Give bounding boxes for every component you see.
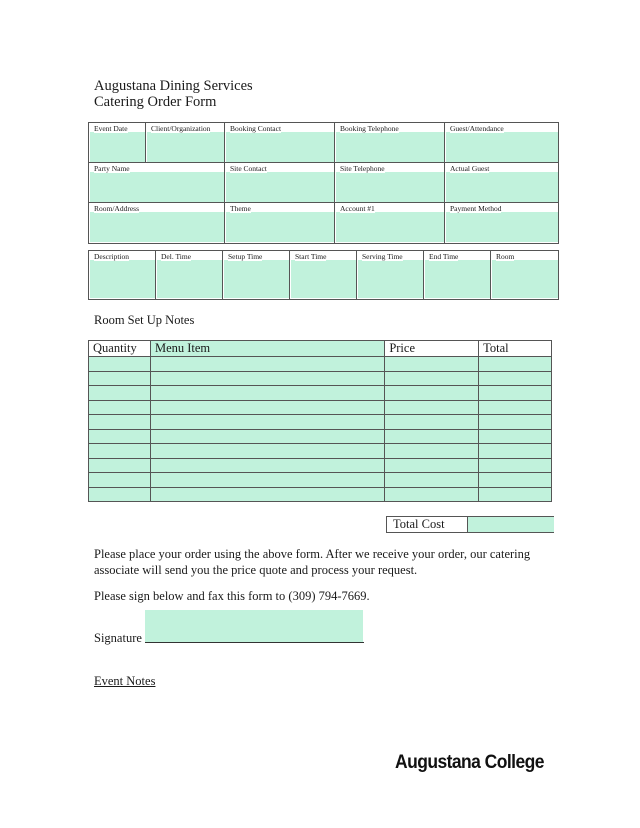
menu-item-field[interactable]: [150, 487, 384, 502]
info-grid: [88, 122, 559, 244]
menu-item-field[interactable]: [150, 429, 384, 444]
setup-time-label: Setup Time: [228, 252, 263, 261]
total-field[interactable]: [479, 458, 552, 473]
menu-table: [88, 340, 552, 502]
total-field[interactable]: [479, 400, 552, 415]
menu-item-field[interactable]: [150, 473, 384, 488]
fax-instructions: Please sign below and fax this form to (309) 794-7669.: [94, 589, 370, 603]
serving-time-cell: [356, 250, 424, 299]
menu-item-field[interactable]: [150, 400, 384, 415]
price-field[interactable]: [385, 473, 479, 488]
del-time-field[interactable]: [157, 260, 222, 298]
menu-item-field[interactable]: [150, 415, 384, 430]
total-field[interactable]: [479, 357, 552, 372]
room-field[interactable]: [492, 260, 558, 298]
menu-table-header: [89, 341, 552, 357]
menu-item-field[interactable]: [150, 371, 384, 386]
client-label: Client/Organization: [151, 124, 211, 133]
table-row: [89, 415, 552, 430]
augustana-logo: Augustana College: [395, 752, 544, 773]
site-telephone-cell: [334, 162, 445, 203]
quantity-field[interactable]: [89, 429, 151, 444]
table-row: [89, 400, 552, 415]
quantity-field[interactable]: [89, 415, 151, 430]
total-field[interactable]: [479, 444, 552, 459]
menu-item-field[interactable]: [150, 357, 384, 372]
menu-item-field[interactable]: [150, 458, 384, 473]
room-setup-notes-label: Room Set Up Notes: [94, 313, 195, 327]
schedule-grid: [88, 250, 559, 300]
quantity-header: Quantity: [89, 341, 151, 357]
price-field[interactable]: [385, 357, 479, 372]
site-telephone-field[interactable]: [336, 172, 444, 202]
account-cell: [334, 202, 445, 243]
theme-field[interactable]: [226, 212, 334, 242]
end-time-label: End Time: [429, 252, 459, 261]
table-row: [89, 386, 552, 401]
form-title: Catering Order Form: [94, 94, 217, 110]
serving-time-field[interactable]: [358, 260, 423, 298]
end-time-cell: [423, 250, 491, 299]
description-field[interactable]: [90, 260, 155, 298]
theme-label: Theme: [230, 204, 251, 213]
del-time-cell: [155, 250, 223, 299]
quantity-field[interactable]: [89, 386, 151, 401]
site-contact-field[interactable]: [226, 172, 334, 202]
account-field[interactable]: [336, 212, 444, 242]
booking-telephone-label: Booking Telephone: [340, 124, 399, 133]
room-address-cell: [88, 202, 225, 243]
site-telephone-label: Site Telephone: [340, 164, 385, 173]
event-date-cell: [88, 122, 146, 163]
table-row: [89, 473, 552, 488]
serving-time-label: Serving Time: [362, 252, 403, 261]
start-time-field[interactable]: [291, 260, 356, 298]
booking-telephone-field[interactable]: [336, 132, 444, 162]
theme-cell: [224, 202, 335, 243]
account-label: Account #1: [340, 204, 375, 213]
total-field[interactable]: [479, 386, 552, 401]
quantity-field[interactable]: [89, 400, 151, 415]
booking-telephone-cell: [334, 122, 445, 163]
quantity-field[interactable]: [89, 357, 151, 372]
total-field[interactable]: [479, 429, 552, 444]
price-field[interactable]: [385, 400, 479, 415]
payment-method-cell: [444, 202, 559, 243]
booking-contact-cell: [224, 122, 335, 163]
table-row: [89, 371, 552, 386]
price-field[interactable]: [385, 386, 479, 401]
signature-label: Signature: [94, 631, 142, 645]
guest-attendance-field[interactable]: [446, 132, 558, 162]
end-time-field[interactable]: [425, 260, 490, 298]
payment-method-label: Payment Method: [450, 204, 502, 213]
event-notes-label: Event Notes: [94, 674, 156, 688]
actual-guest-field[interactable]: [446, 172, 558, 202]
menu-item-field[interactable]: [150, 386, 384, 401]
form-org-title: Augustana Dining Services: [94, 78, 253, 94]
price-header: Price: [385, 341, 479, 357]
setup-time-cell: [222, 250, 290, 299]
room-cell: [490, 250, 559, 299]
table-row: [89, 458, 552, 473]
total-field[interactable]: [479, 487, 552, 502]
room-label: Room: [496, 252, 515, 261]
instructions-paragraph: Please place your order using the above form. After we receive your order, our catering associate will send you the price quote and process your request.: [94, 547, 531, 577]
price-field[interactable]: [385, 444, 479, 459]
price-field[interactable]: [385, 415, 479, 430]
client-field[interactable]: [147, 132, 224, 162]
price-field[interactable]: [385, 371, 479, 386]
table-row: [89, 357, 552, 372]
signature-field[interactable]: [145, 610, 363, 642]
table-row: [89, 487, 552, 502]
description-label: Description: [94, 252, 129, 261]
guest-attendance-cell: [444, 122, 559, 163]
quantity-field[interactable]: [89, 473, 151, 488]
booking-contact-field[interactable]: [226, 132, 334, 162]
room-address-field[interactable]: [90, 212, 224, 242]
table-row: [89, 444, 552, 459]
price-field[interactable]: [385, 487, 479, 502]
total-field[interactable]: [479, 371, 552, 386]
start-time-label: Start Time: [295, 252, 327, 261]
actual-guest-cell: [444, 162, 559, 203]
menu-item-header: Menu Item: [150, 341, 384, 357]
quantity-field[interactable]: [89, 371, 151, 386]
guest-attendance-label: Guest/Attendance: [450, 124, 504, 133]
site-contact-cell: [224, 162, 335, 203]
del-time-label: Del. Time: [161, 252, 192, 261]
actual-guest-label: Actual Guest: [450, 164, 490, 173]
payment-method-field[interactable]: [446, 212, 558, 242]
total-cost-box: [386, 516, 554, 533]
room-address-label: Room/Address: [94, 204, 139, 213]
price-field[interactable]: [385, 458, 479, 473]
event-date-field[interactable]: [90, 132, 145, 162]
quantity-field[interactable]: [89, 487, 151, 502]
total-field[interactable]: [479, 415, 552, 430]
total-cost-field[interactable]: [467, 517, 554, 532]
party-name-cell: [88, 162, 225, 203]
description-cell: [88, 250, 156, 299]
total-cost-label: Total Cost: [393, 517, 445, 531]
price-field[interactable]: [385, 429, 479, 444]
party-name-field[interactable]: [90, 172, 224, 202]
booking-contact-label: Booking Contact: [230, 124, 282, 133]
party-name-label: Party Name: [94, 164, 130, 173]
menu-item-field[interactable]: [150, 444, 384, 459]
total-field[interactable]: [479, 473, 552, 488]
table-row: [89, 429, 552, 444]
quantity-field[interactable]: [89, 458, 151, 473]
start-time-cell: [289, 250, 357, 299]
total-header: Total: [479, 341, 552, 357]
site-contact-label: Site Contact: [230, 164, 267, 173]
signature-line: [145, 642, 364, 643]
client-cell: [145, 122, 225, 163]
setup-time-field[interactable]: [224, 260, 289, 298]
quantity-field[interactable]: [89, 444, 151, 459]
event-date-label: Event Date: [94, 124, 128, 133]
